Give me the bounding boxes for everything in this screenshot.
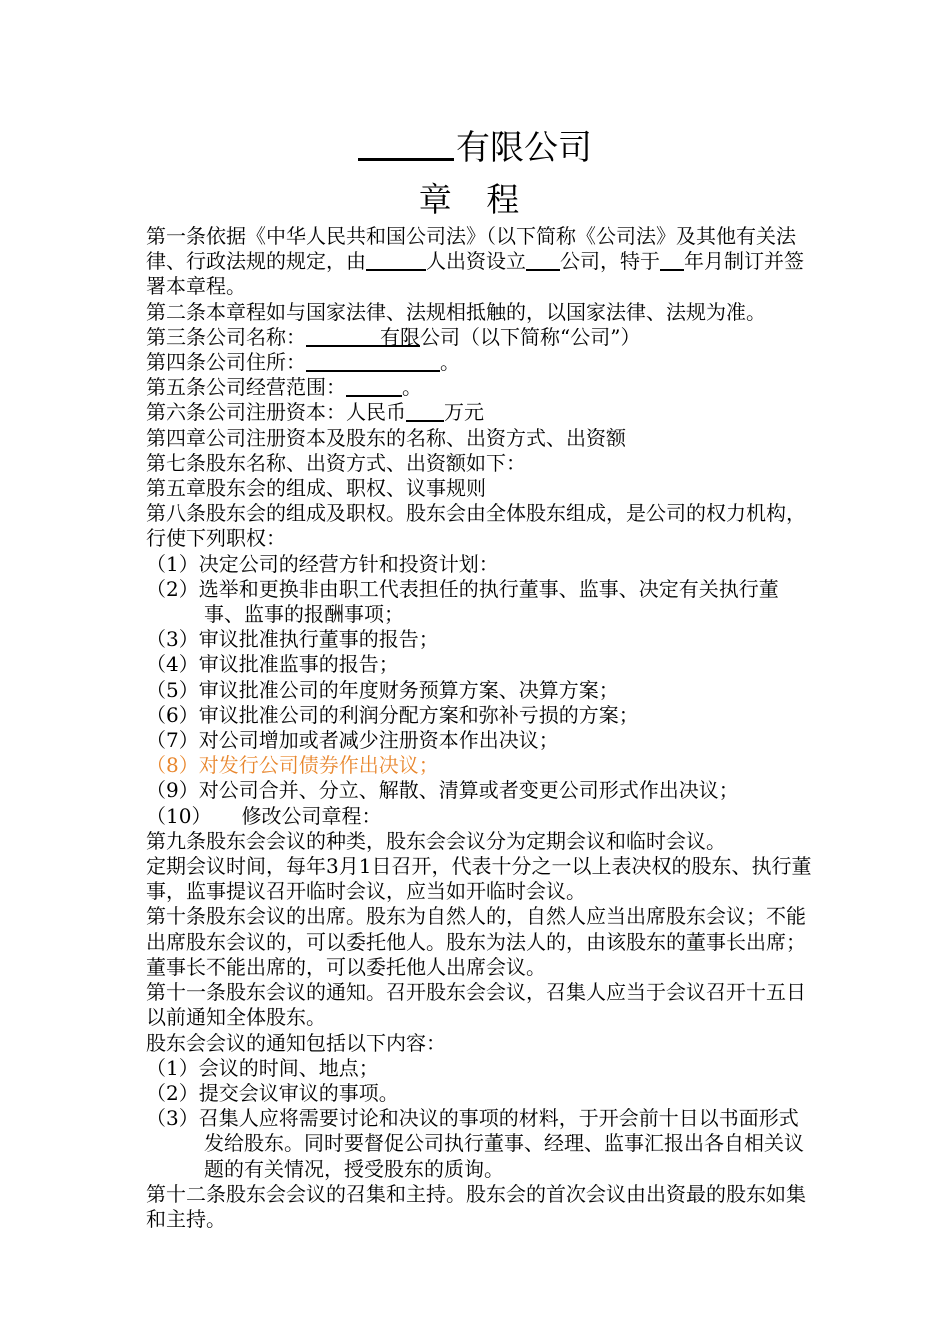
blank: [306, 350, 440, 372]
blank: [526, 249, 560, 271]
notice-item-1: （1）会议的时间、地点；: [146, 1055, 379, 1080]
power-item-3: （3）审议批准执行董事的报告；: [146, 627, 439, 652]
article-3: 第三条公司名称： 有限公司（以下简称“公司”）: [146, 324, 641, 349]
article-12: 第十二条股东会会议的召集和主持。股东会的首次会议由出资最的股东如集和主持。: [146, 1181, 806, 1231]
power-item-9: （9）对公司合并、分立、解散、清算或者变更公司形式作出决议；: [146, 778, 739, 803]
article-9-detail: 定期会议时间，每年3月1日召开，代表十分之一以上表决权的股东、执行董事，监事提议召开临时会议，应当如开临时会议。: [146, 854, 812, 904]
article-10: 第十条股东会议的出席。股东为自然人的，自然人应当出席股东会议；不能出席股东会议的，可以委托他人。股东为法人的，由该股东的董事长出席；董事长不能出席的，可以委托他人出席会议。: [146, 904, 806, 979]
notice-item-2: （2）提交会议审议的事项。: [146, 1080, 399, 1105]
blank: [346, 375, 402, 397]
blank: [366, 249, 426, 271]
power-item-10: （10） 修改公司章程：: [146, 803, 382, 828]
notice-contents: 股东会会议的通知包括以下内容：: [146, 1030, 446, 1055]
power-item-6: （6）审议批准公司的利润分配方案和弥补亏损的方案；: [146, 702, 639, 727]
blank: [660, 249, 684, 271]
blank: [406, 400, 444, 422]
power-item-5: （5）审议批准公司的年度财务预算方案、决算方案；: [146, 677, 619, 702]
document-subtitle: 章 程: [418, 180, 532, 219]
blank: [306, 325, 380, 347]
document-title: [0, 128, 950, 168]
article-2: 第二条本章程如与国家法律、法规相抵触的，以国家法律、法规为准。: [146, 299, 766, 324]
article-6: 第六条公司注册资本：人民币 万元: [146, 400, 484, 425]
article-8: 第八条股东会的组成及职权。股东会由全体股东组成，是公司的权力机构，行使下列职权：: [146, 501, 806, 551]
power-item-7: （7）对公司增加或者减少注册资本作出决议；: [146, 728, 559, 753]
power-item-4: （4）审议批准监事的报告；: [146, 652, 399, 677]
power-item-2: （2）选举和更换非由职工代表担任的执行董事、监事、决定有关执行董事、监事的报酬事项；: [146, 576, 779, 627]
title-suffix: 有限公司: [456, 128, 592, 168]
chapter-5: 第五章股东会的组成、职权、议事规则: [146, 476, 486, 501]
article-5: 第五条公司经营范围： 。: [146, 375, 422, 400]
article-7: 第七条股东名称、出资方式、出资额如下：: [146, 450, 526, 475]
company-name-blank: [358, 128, 454, 161]
power-item-1: （1）决定公司的经营方针和投资计划：: [146, 551, 499, 576]
article-1: 第一条依据《中华人民共和国公司法》（以下简称《公司法》及其他有关法律、行政法规的规定，由 人出资设立 公司，特于 年月制订并签署本章程。: [146, 224, 804, 299]
document-body: [146, 224, 814, 1232]
article-9: 第九条股东会会议的种类，股东会会议分为定期会议和临时会议。: [146, 828, 726, 853]
article-4: 第四条公司住所： 。: [146, 350, 460, 375]
chapter-4: 第四章公司注册资本及股东的名称、出资方式、出资额: [146, 425, 626, 450]
notice-item-3: （3）召集人应将需要讨论和决议的事项的材料，于开会前十日以书面形式发给股东。同时要督促公司执行董事、经理、监事汇报出各自相关议题的有关情况，授受股东的质询。: [146, 1106, 804, 1181]
power-item-8: （8）对发行公司债券作出决议；: [146, 753, 439, 778]
article-11: 第十一条股东会议的通知。召开股东会会议，召集人应当于会议召开十五日以前通知全体股东。: [146, 980, 806, 1030]
